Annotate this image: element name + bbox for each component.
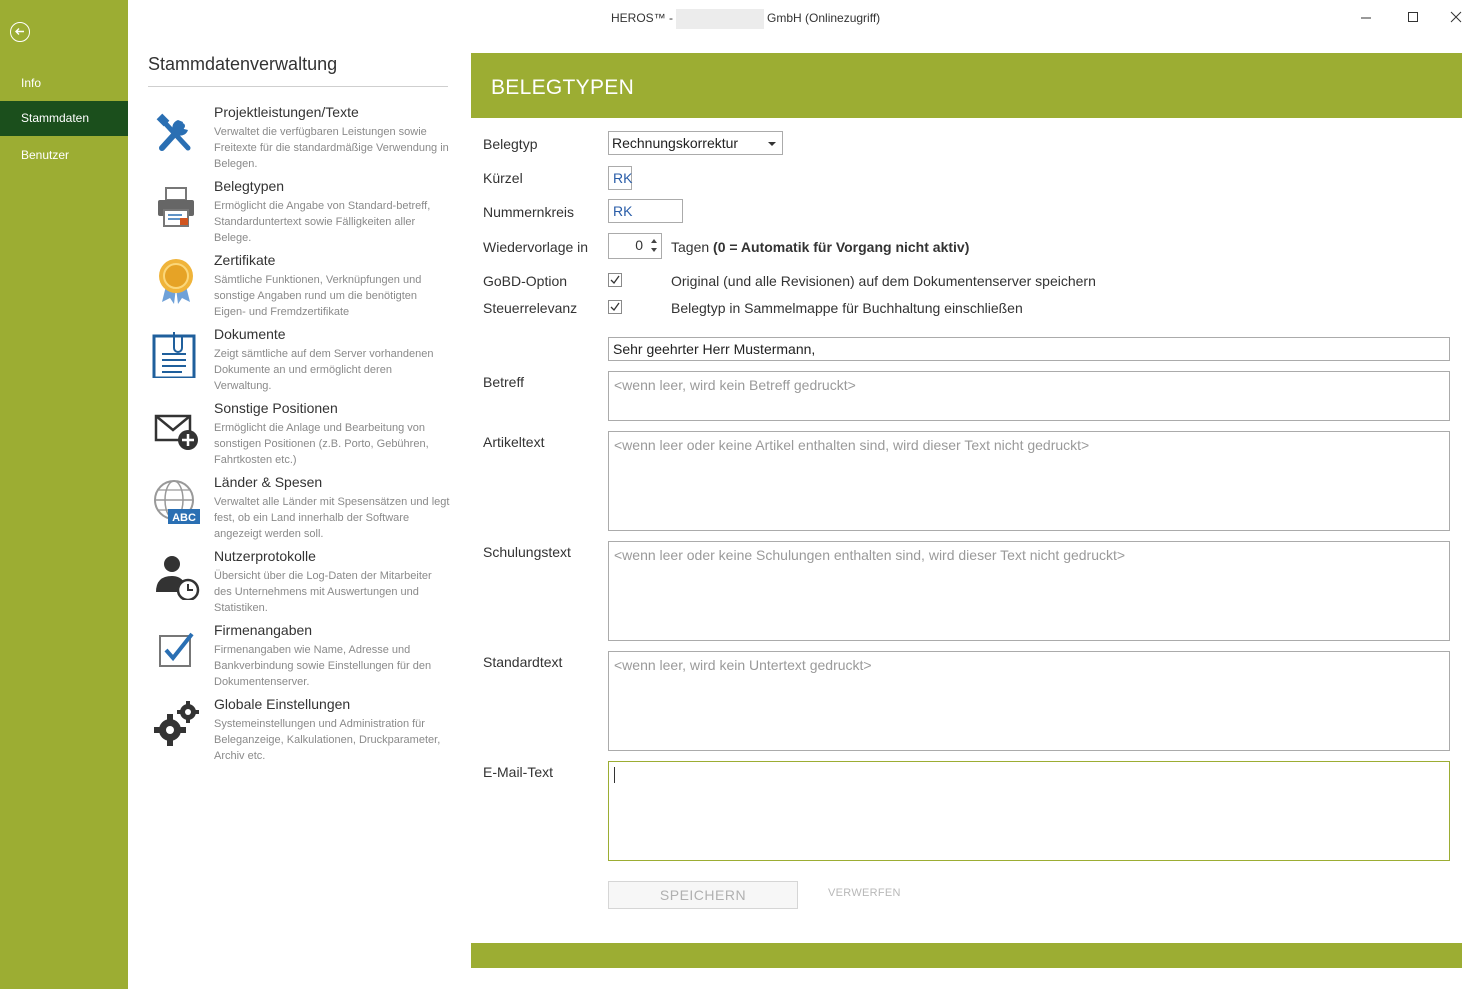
list-item-title: Sonstige Positionen (214, 400, 338, 416)
list-item-desc: Systemeinstellungen und Administration für Beleganzeige, Kalkulationen, Druckparameter, Archiv etc. (214, 718, 441, 762)
gobd-checkbox[interactable] (608, 273, 622, 287)
list-item-firmenangaben[interactable] (148, 622, 453, 696)
belegtyp-select[interactable] (608, 131, 783, 155)
email-label: E-Mail-Text (483, 764, 554, 780)
list-item-desc: Verwaltet die verfügbaren Leistungen sowie Freitexte für die standardmäßige Verwendung in Belegen. (214, 126, 449, 170)
wiedervorlage-value: 0 (635, 237, 643, 253)
list-title: Stammdatenverwaltung (148, 54, 338, 74)
nummernkreis-field[interactable]: RK (608, 199, 683, 223)
list-item-title: Länder & Spesen (214, 474, 323, 490)
abc-badge: ABC (172, 512, 196, 524)
list-item-desc: Firmenangaben wie Name, Adresse und Bankverbindung sowie Einstellungen für den Dokumentenserver. (214, 644, 432, 688)
artikeltext-label: Artikeltext (483, 434, 545, 450)
user-clock-icon (152, 552, 200, 600)
app-sidebar (0, 0, 128, 989)
schulungstext-field[interactable]: <wenn leer oder keine Schulungen enthalten sind, wird dieser Text nicht gedruckt> (608, 541, 1450, 641)
list-item-nutzerprotokolle[interactable] (148, 548, 453, 622)
list-item-desc: Ermöglicht die Anlage und Bearbeitung von sonstigen Positionen (z.B. Porto, Gebühren, Fahrtkosten etc.) (214, 422, 429, 466)
sidebar-item-benutzer[interactable]: Benutzer (21, 148, 70, 162)
list-divider (148, 86, 448, 87)
steuer-label: Steuerrelevanz (483, 300, 578, 316)
list-item-desc: Übersicht über die Log-Daten der Mitarbeiter des Unternehmens mit Auswertungen und Statistiken. (214, 570, 432, 614)
globe-abc-icon (152, 478, 200, 526)
list-item-sonstige-positionen[interactable] (148, 400, 453, 474)
list-item-zertifikate[interactable] (148, 252, 453, 326)
list-item-projektleistungen[interactable] (148, 104, 453, 178)
medal-icon (152, 256, 200, 304)
sidebar-item-info[interactable]: Info (21, 76, 42, 90)
panel-title: BELEGTYPEN (491, 76, 635, 99)
list-item-globale-einstellungen[interactable] (148, 696, 453, 770)
kuerzel-field[interactable]: RK (608, 166, 632, 190)
list-item-desc: Sämtliche Funktionen, Verknüpfungen und sonstige Angaben rund um die benötigten Eigen- und Fremdzertifikate (214, 274, 422, 318)
mail-add-icon (152, 404, 200, 452)
tagen-label: Tagen (671, 239, 710, 255)
window-title-suffix: GmbH (Onlinezugriff) (767, 11, 881, 26)
tagen-text (671, 239, 969, 255)
list-item-title: Globale Einstellungen (214, 696, 351, 712)
redacted-name (676, 9, 764, 29)
betreff-field[interactable]: <wenn leer, wird kein Betreff gedruckt> (608, 371, 1450, 421)
belegtyp-select-value: Rechnungskorrektur (612, 135, 739, 151)
wiedervorlage-label: Wiedervorlage in (483, 239, 589, 255)
text-cursor (614, 767, 615, 783)
schulungstext-label: Schulungstext (483, 544, 571, 560)
wiedervorlage-stepper[interactable] (608, 233, 662, 259)
list-item-dokumente[interactable] (148, 326, 453, 400)
sidebar-item-stammdaten[interactable]: Stammdaten (0, 101, 128, 136)
belegtyp-label: Belegtyp (483, 136, 538, 152)
gears-icon (152, 700, 200, 748)
window-title (611, 9, 880, 29)
artikeltext-field[interactable]: <wenn leer oder keine Artikel enthalten sind, wird dieser Text nicht gedruckt> (608, 431, 1450, 531)
kuerzel-label: Kürzel (483, 170, 523, 186)
minimize-button[interactable] (1354, 6, 1378, 28)
save-button[interactable]: SPEICHERN (608, 881, 798, 909)
tools-icon (152, 108, 200, 156)
check-icon (610, 275, 620, 285)
list-item-title: Nutzerprotokolle (214, 548, 316, 564)
list-item-laender-spesen[interactable] (148, 474, 453, 548)
check-icon (610, 302, 620, 312)
printer-icon (152, 182, 200, 230)
panel-footer (471, 943, 1462, 968)
standardtext-label: Standardtext (483, 654, 563, 670)
checkbox-icon (152, 626, 200, 674)
close-button[interactable] (1444, 6, 1468, 28)
tagen-hint: (0 = Automatik für Vorgang nicht aktiv) (713, 239, 970, 255)
anrede-field[interactable]: Sehr geehrter Herr Mustermann, (608, 337, 1450, 361)
list-item-title: Firmenangaben (214, 622, 313, 638)
back-arrow-icon[interactable] (10, 22, 30, 42)
title-bar (128, 0, 1482, 34)
clipboard-icon (152, 330, 200, 378)
steuer-text: Belegtyp in Sammelmappe für Buchhaltung einschließen (671, 300, 1023, 316)
nummernkreis-label: Nummernkreis (483, 204, 575, 220)
chevron-down-icon (768, 142, 776, 146)
maximize-button[interactable] (1401, 6, 1425, 28)
email-text-field[interactable] (608, 761, 1450, 861)
gobd-text: Original (und alle Revisionen) auf dem Dokumentenserver speichern (671, 273, 1096, 289)
list-item-title: Dokumente (214, 326, 286, 342)
list-item-desc: Zeigt sämtliche auf dem Server vorhandenen Dokumente an und ermöglicht deren Verwaltung. (214, 348, 434, 392)
list-item-title: Belegtypen (214, 178, 285, 194)
spin-up-icon[interactable] (651, 239, 657, 243)
list-item-desc: Ermöglicht die Angabe von Standard-betreff, Standarduntertext sowie Fälligkeiten aller Belege. (214, 200, 431, 244)
list-item-desc: Verwaltet alle Länder mit Spesensätzen und legt fest, ob ein Land innerhalb der Software angezeigt werden soll. (214, 496, 450, 540)
discard-button[interactable]: VERWERFEN (828, 887, 901, 899)
standardtext-field[interactable]: <wenn leer, wird kein Untertext gedruckt> (608, 651, 1450, 751)
gobd-label: GoBD-Option (483, 273, 568, 289)
list-item-title: Zertifikate (214, 252, 276, 268)
spin-down-icon[interactable] (651, 248, 657, 252)
steuer-checkbox[interactable] (608, 300, 622, 314)
panel-header (471, 53, 1462, 118)
list-item-title: Projektleistungen/Texte (214, 104, 359, 120)
window-title-prefix: HEROS™ - (611, 11, 674, 26)
list-item-belegtypen[interactable] (148, 178, 453, 252)
betreff-label: Betreff (483, 374, 524, 390)
